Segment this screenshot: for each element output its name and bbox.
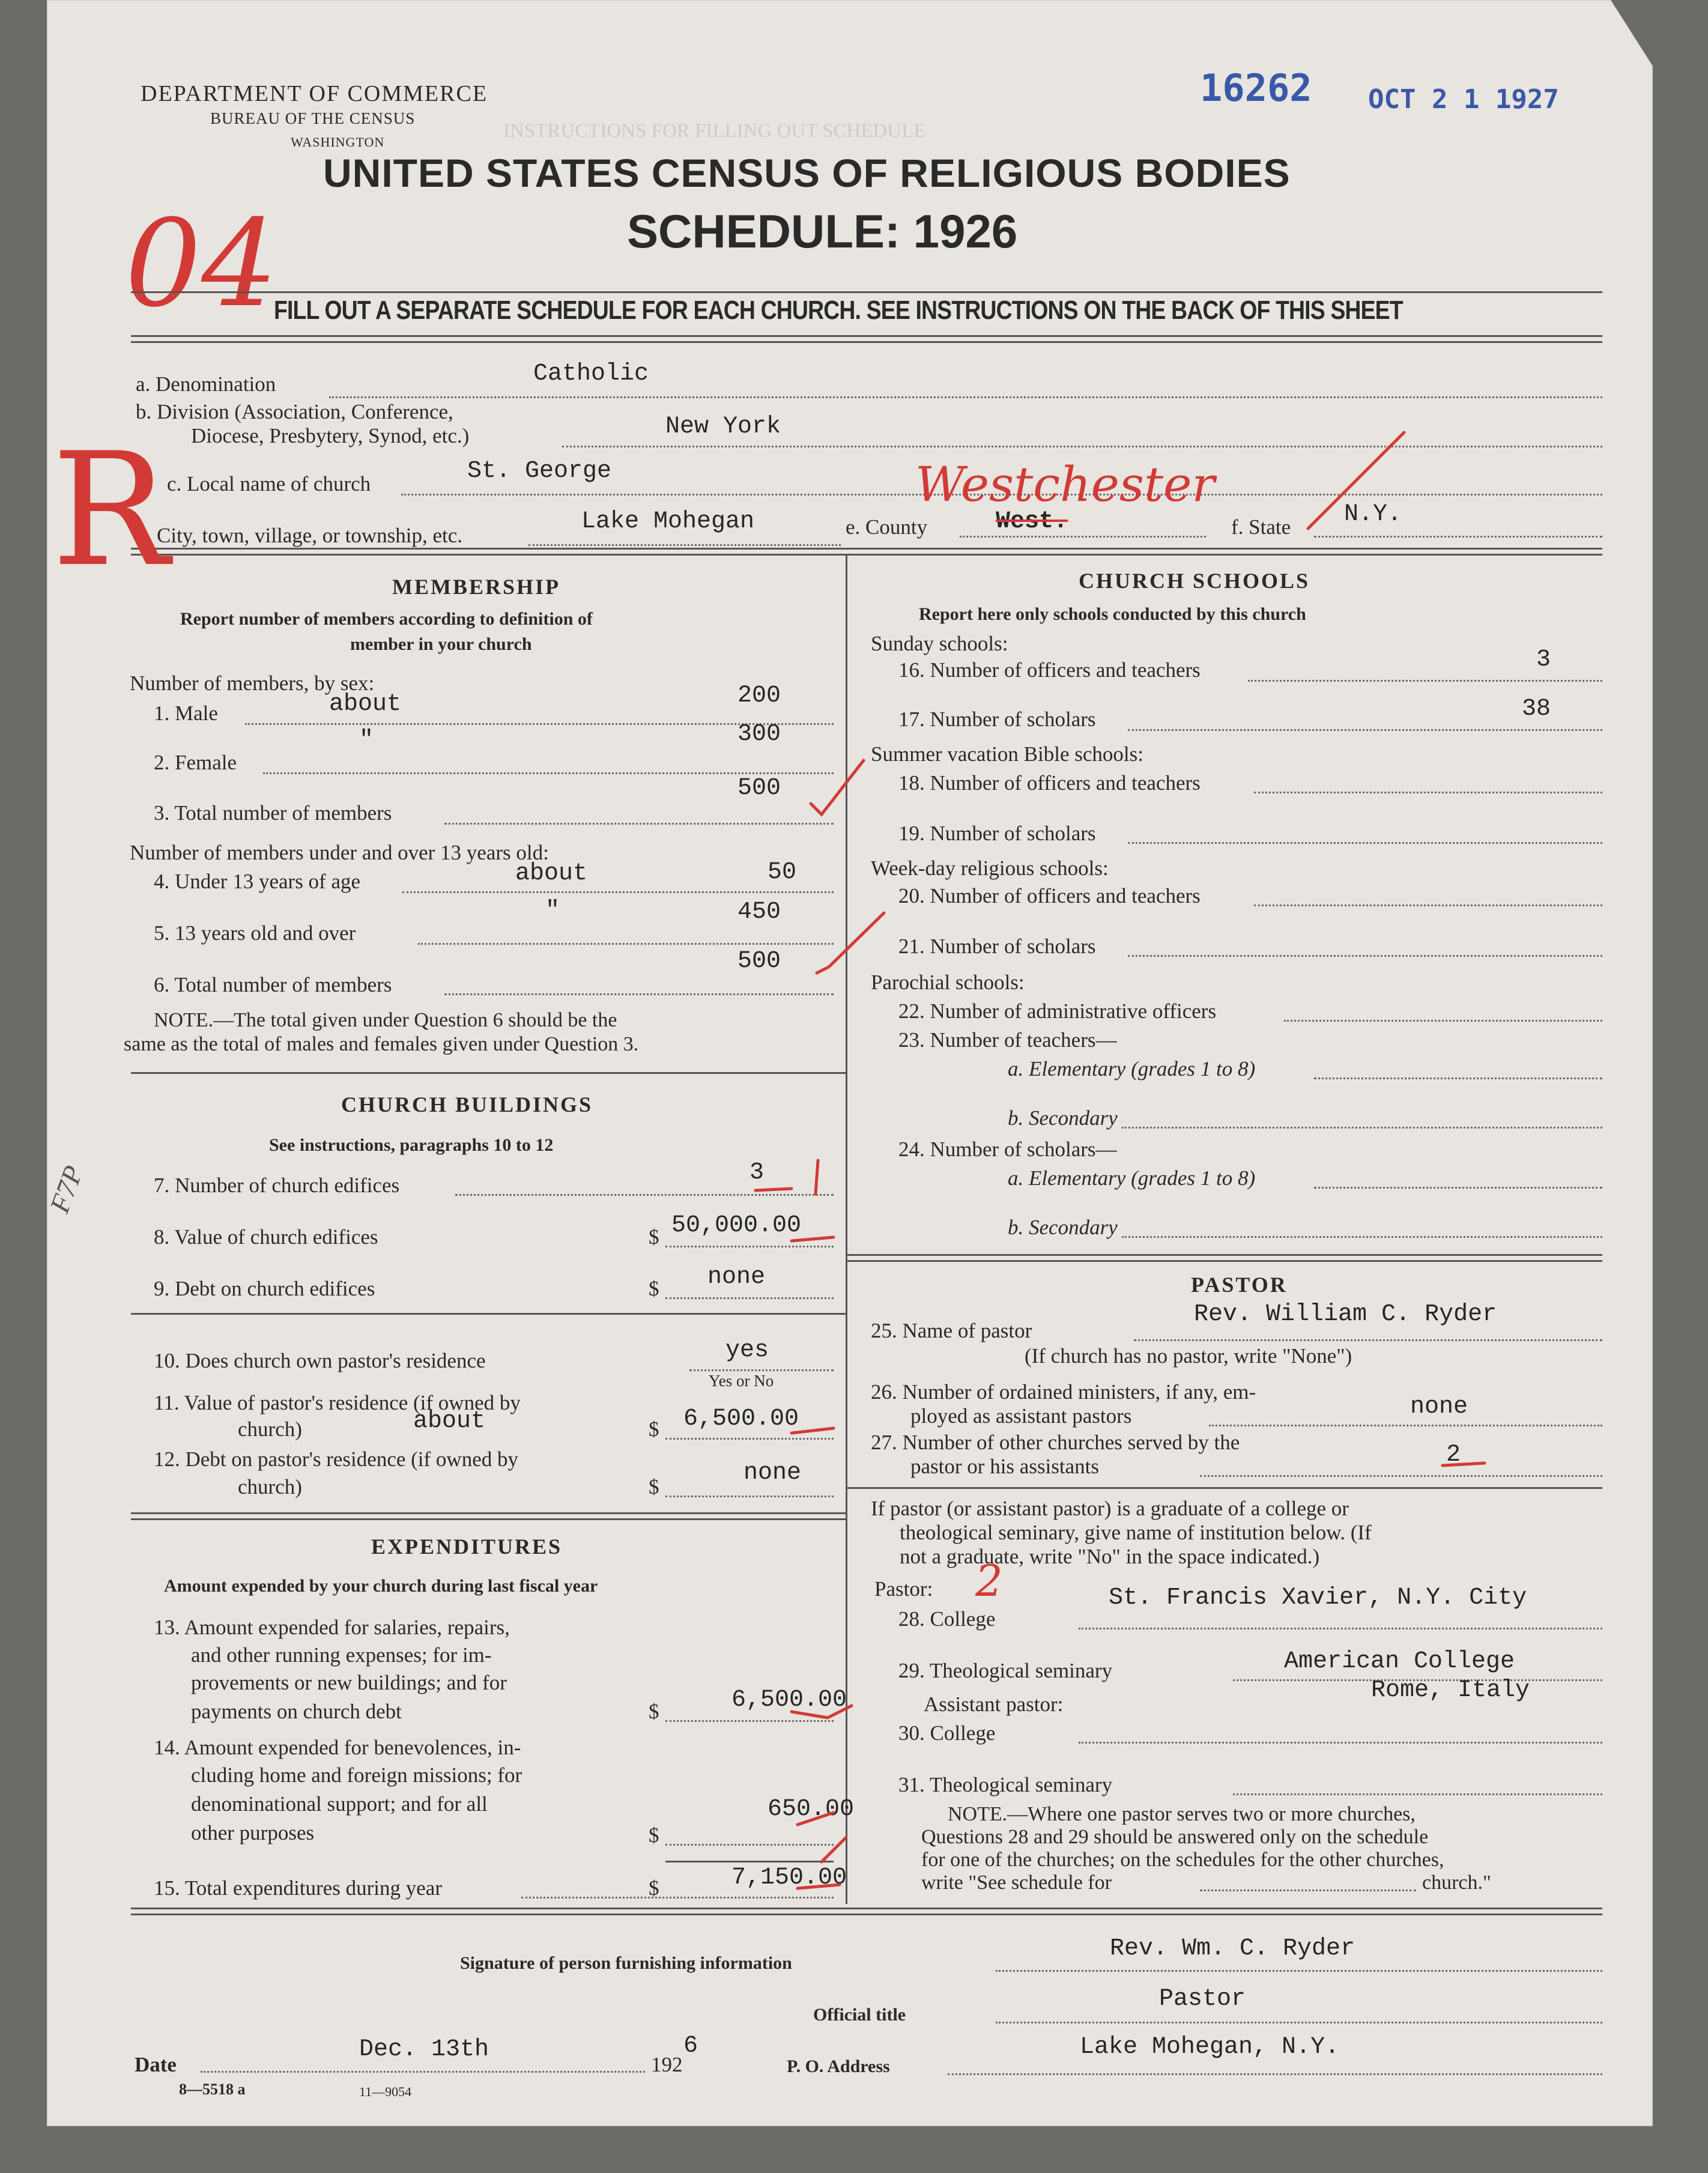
schools-heading: CHURCH SCHOOLS xyxy=(1079,569,1310,593)
bureau-name: BUREAU OF THE CENSUS xyxy=(210,109,416,127)
pastor-handwritten-mark: 2 xyxy=(975,1556,1003,1606)
instruction-line: FILL OUT A SEPARATE SCHEDULE FOR EACH CHURCH. SEE INSTRUCTIONS ON THE BACK OF THIS SHEET xyxy=(274,295,1403,325)
q15-total-field[interactable]: 7,150.00 xyxy=(731,1864,847,1891)
q27-other-churches-field[interactable]: 2 xyxy=(1446,1441,1461,1468)
q20-label: 20. Number of officers and teachers xyxy=(898,884,1201,908)
year-digit-field[interactable]: 6 xyxy=(683,2032,698,2059)
official-title-label: Official title xyxy=(813,2005,906,2025)
city-name: WASHINGTON xyxy=(291,135,385,150)
q11-label-1: 11. Value of pastor's residence (if owned by xyxy=(154,1391,521,1414)
buildings-subtitle: See instructions, paragraphs 10 to 12 xyxy=(269,1135,554,1155)
division-label-1: b. Division (Association, Conference, xyxy=(136,400,453,423)
q8-label: 8. Value of church edifices xyxy=(154,1225,378,1249)
buildings-heading: CHURCH BUILDINGS xyxy=(341,1093,593,1117)
q2-label: 2. Female xyxy=(154,751,237,774)
q1-male-field[interactable]: 200 xyxy=(737,682,781,709)
q28-label: 28. College xyxy=(898,1607,996,1631)
division-label-2: Diocese, Presbytery, Synod, etc.) xyxy=(191,424,470,447)
pastor-note-3: for one of the churches; on the schedules for the other churches, xyxy=(921,1849,1444,1871)
assistant-pastor-sublabel: Assistant pastor: xyxy=(924,1693,1064,1716)
q19-label: 19. Number of scholars xyxy=(898,822,1096,845)
q3-label: 3. Total number of members xyxy=(154,801,392,825)
q13-line-2: and other running expenses; for im- xyxy=(191,1643,492,1667)
q17-scholars-field[interactable]: 38 xyxy=(1522,696,1551,723)
q10-hint: Yes or No xyxy=(709,1372,774,1390)
q21-label: 21. Number of scholars xyxy=(898,935,1096,958)
print-code: 11—9054 xyxy=(359,2084,412,2099)
q13-line-1: 13. Amount expended for salaries, repairs, xyxy=(154,1616,510,1639)
check-mark-q6 xyxy=(817,913,884,973)
pastor-note-1: NOTE.—Where one pastor serves two or more churches, xyxy=(948,1803,1416,1825)
q12-debt-field[interactable]: none xyxy=(743,1459,802,1487)
cents-strike-q14 xyxy=(798,1813,846,1862)
q9-label: 9. Debt on church edifices xyxy=(154,1277,375,1300)
q24a-label: a. Elementary (grades 1 to 8) xyxy=(1008,1166,1256,1190)
date-field[interactable]: Dec. 13th xyxy=(359,2036,489,2063)
year-prefix: 192 xyxy=(651,2053,683,2076)
q13-dollar: $ xyxy=(649,1700,659,1723)
q27-underline-mark xyxy=(1443,1463,1485,1465)
q1-note: about xyxy=(329,691,402,718)
summer-schools-label: Summer vacation Bible schools: xyxy=(871,742,1143,766)
county-field[interactable]: West. xyxy=(996,508,1068,535)
q28-college-field[interactable]: St. Francis Xavier, N.Y. City xyxy=(1109,1584,1527,1611)
q15-dollar: $ xyxy=(649,1876,659,1900)
state-label: f. State xyxy=(1231,515,1291,539)
q12-dollar: $ xyxy=(649,1475,659,1499)
q8-value-field[interactable]: 50,000.00 xyxy=(671,1212,802,1239)
membership-subtitle-2: member in your church xyxy=(350,634,532,654)
q17-label: 17. Number of scholars xyxy=(898,708,1096,731)
form-title: UNITED STATES CENSUS OF RELIGIOUS BODIES xyxy=(323,151,1291,195)
q5-over13-field[interactable]: 450 xyxy=(737,899,781,926)
county-check-mark xyxy=(1308,432,1404,529)
margin-pencil-note: F7P xyxy=(43,1161,89,1217)
cents-strike-q8 xyxy=(792,1237,834,1241)
red-pencil-marks xyxy=(47,0,1653,2126)
q6-label: 6. Total number of members xyxy=(154,973,392,996)
q6-total-field[interactable]: 500 xyxy=(737,948,781,975)
membership-heading: MEMBERSHIP xyxy=(392,575,561,599)
pastor-heading: PASTOR xyxy=(1191,1273,1288,1297)
q25-hint: (If church has no pastor, write "None") xyxy=(1025,1344,1352,1368)
expenditures-heading: EXPENDITURES xyxy=(371,1535,563,1559)
q18-label: 18. Number of officers and teachers xyxy=(898,771,1201,795)
q11-dollar: $ xyxy=(649,1417,659,1441)
membership-note-1: NOTE.—The total given under Question 6 should be the xyxy=(154,1009,617,1031)
church-name-label: c. Local name of church xyxy=(167,472,371,496)
membership-note-2: same as the total of males and females given under Question 3. xyxy=(124,1033,639,1055)
q5-label: 5. 13 years old and over xyxy=(154,921,356,945)
q10-residence-field[interactable]: yes xyxy=(725,1337,769,1364)
pastor-note-2: Questions 28 and 29 should be answered only on the schedule xyxy=(921,1826,1429,1848)
parochial-schools-label: Parochial schools: xyxy=(871,971,1025,994)
q30-label: 30. College xyxy=(898,1721,996,1745)
members-by-sex-label: Number of members, by sex: xyxy=(130,671,375,695)
q23-label: 23. Number of teachers— xyxy=(898,1028,1117,1052)
q5-note: " xyxy=(545,897,560,924)
cents-strike-q11 xyxy=(792,1428,834,1433)
pastor-sublabel: Pastor: xyxy=(874,1577,933,1601)
handwritten-code: 04 xyxy=(125,194,278,334)
q22-label: 22. Number of administrative officers xyxy=(898,999,1217,1023)
city-label: d. City, town, village, or township, etc. xyxy=(136,524,463,547)
q9-debt-field[interactable]: none xyxy=(707,1264,766,1291)
edifice-underline-mark xyxy=(756,1160,818,1194)
receipt-stamp-number: 16262 xyxy=(1200,66,1312,110)
q12-label-2: church) xyxy=(238,1475,302,1499)
q4-under13-field[interactable]: 50 xyxy=(768,859,797,886)
city-field[interactable]: Lake Mohegan xyxy=(581,508,755,535)
q14-line-4: other purposes xyxy=(191,1821,315,1844)
church-name-field[interactable]: St. George xyxy=(467,458,612,485)
cents-strike-q15 xyxy=(798,1885,840,1888)
pastor-note-5: church." xyxy=(1422,1871,1491,1894)
q26-assistants-field[interactable]: none xyxy=(1410,1393,1468,1420)
q7-edifices-field[interactable]: 3 xyxy=(750,1159,765,1186)
q29-label: 29. Theological seminary xyxy=(898,1659,1113,1682)
weekday-schools-label: Week-day religious schools: xyxy=(871,856,1109,880)
q23b-label: b. Secondary xyxy=(1008,1106,1118,1130)
q4-label: 4. Under 13 years of age xyxy=(154,870,361,893)
q14-amount-field[interactable]: 650.00 xyxy=(768,1796,855,1823)
q23a-label: a. Elementary (grades 1 to 8) xyxy=(1008,1057,1256,1080)
q14-line-1: 14. Amount expended for benevolences, in- xyxy=(154,1736,521,1759)
membership-subtitle-1: Report number of members according to definition of xyxy=(180,609,593,629)
expenditures-subtitle: Amount expended by your church during last fiscal year xyxy=(164,1576,598,1596)
q29-seminary-location: Rome, Italy xyxy=(1371,1677,1530,1704)
q13-line-4: payments on church debt xyxy=(191,1700,402,1723)
q7-label: 7. Number of church edifices xyxy=(154,1174,400,1197)
sunday-schools-label: Sunday schools: xyxy=(871,632,1008,655)
graduate-text-1: If pastor (or assistant pastor) is a graduate of a college or xyxy=(871,1497,1349,1520)
state-field[interactable]: N.Y. xyxy=(1344,501,1402,528)
q29-seminary-field[interactable]: American College xyxy=(1284,1648,1515,1675)
graduate-text-2: theological seminary, give name of institution below. (If xyxy=(900,1521,1372,1544)
margin-review-mark: R xyxy=(52,420,169,601)
q4-note: about xyxy=(515,860,588,887)
q26-line-2: ployed as assistant pastors xyxy=(910,1404,1132,1428)
q14-line-2: cluding home and foreign missions; for xyxy=(191,1763,522,1787)
q13-amount-field[interactable]: 6,500.00 xyxy=(731,1687,847,1714)
division-field[interactable]: New York xyxy=(665,413,781,440)
denomination-field[interactable]: Catholic xyxy=(533,360,649,387)
census-form-sheet xyxy=(43,0,1653,2126)
signature-field[interactable]: Rev. Wm. C. Ryder xyxy=(1110,1935,1355,1962)
check-mark-q3 xyxy=(811,760,864,814)
q13-line-3: provements or new buildings; and for xyxy=(191,1671,507,1694)
q14-line-3: denominational support; and for all xyxy=(191,1792,488,1816)
q12-label-1: 12. Debt on pastor's residence (if owned by xyxy=(154,1447,518,1471)
denomination-label: a. Denomination xyxy=(136,372,276,396)
q25-pastor-name-field[interactable]: Rev. William C. Ryder xyxy=(1194,1301,1497,1328)
receipt-stamp-date: OCT 2 1 1927 xyxy=(1368,84,1559,115)
q16-officers-field[interactable]: 3 xyxy=(1536,646,1551,673)
q11-note: about xyxy=(413,1408,486,1435)
county-label: e. County xyxy=(846,515,928,539)
po-address-field[interactable]: Lake Mohegan, N.Y. xyxy=(1080,2034,1340,2061)
q25-label: 25. Name of pastor xyxy=(871,1319,1032,1342)
county-handwritten-correction: Westchester xyxy=(915,456,1215,512)
pastor-note-4: write "See schedule for xyxy=(921,1871,1112,1894)
q27-line-1: 27. Number of other churches served by the xyxy=(871,1431,1240,1454)
q10-label: 10. Does church own pastor's residence xyxy=(154,1349,486,1372)
q11-label-2: church) xyxy=(238,1417,302,1441)
q31-label: 31. Theological seminary xyxy=(898,1773,1113,1796)
members-by-age-label: Number of members under and over 13 years old: xyxy=(130,841,549,864)
graduate-text-3: not a graduate, write "No" in the space indicated.) xyxy=(900,1545,1320,1568)
q11-value-field[interactable]: 6,500.00 xyxy=(683,1405,799,1432)
q1-label: 1. Male xyxy=(154,702,218,725)
po-address-label: P. O. Address xyxy=(787,2056,890,2076)
q8-dollar: $ xyxy=(649,1225,659,1249)
cents-strike-q13 xyxy=(792,1706,852,1718)
q2-note: " xyxy=(359,727,374,754)
q27-line-2: pastor or his assistants xyxy=(910,1455,1100,1478)
signature-label: Signature of person furnishing information xyxy=(460,1953,792,1973)
q9-dollar: $ xyxy=(649,1277,659,1300)
date-label: Date xyxy=(135,2053,177,2076)
q2-female-field[interactable]: 300 xyxy=(737,721,781,748)
department-name: DEPARTMENT OF COMMERCE xyxy=(141,81,488,106)
q24b-label: b. Secondary xyxy=(1008,1216,1118,1239)
q26-line-1: 26. Number of ordained ministers, if any, em- xyxy=(871,1380,1256,1404)
official-title-field[interactable]: Pastor xyxy=(1159,1986,1246,2013)
q3-total-field[interactable]: 500 xyxy=(737,775,781,802)
schools-subtitle: Report here only schools conducted by this church xyxy=(919,604,1306,624)
q14-dollar: $ xyxy=(649,1823,659,1847)
form-number: 8—5518 a xyxy=(179,2081,246,2098)
q24-label: 24. Number of scholars— xyxy=(898,1138,1117,1161)
schedule-title: SCHEDULE: 1926 xyxy=(627,205,1018,258)
q15-label: 15. Total expenditures during year xyxy=(154,1876,442,1900)
bleed-through-text: INSTRUCTIONS FOR FILLING OUT SCHEDULE xyxy=(503,120,926,142)
q16-label: 16. Number of officers and teachers xyxy=(898,658,1201,682)
